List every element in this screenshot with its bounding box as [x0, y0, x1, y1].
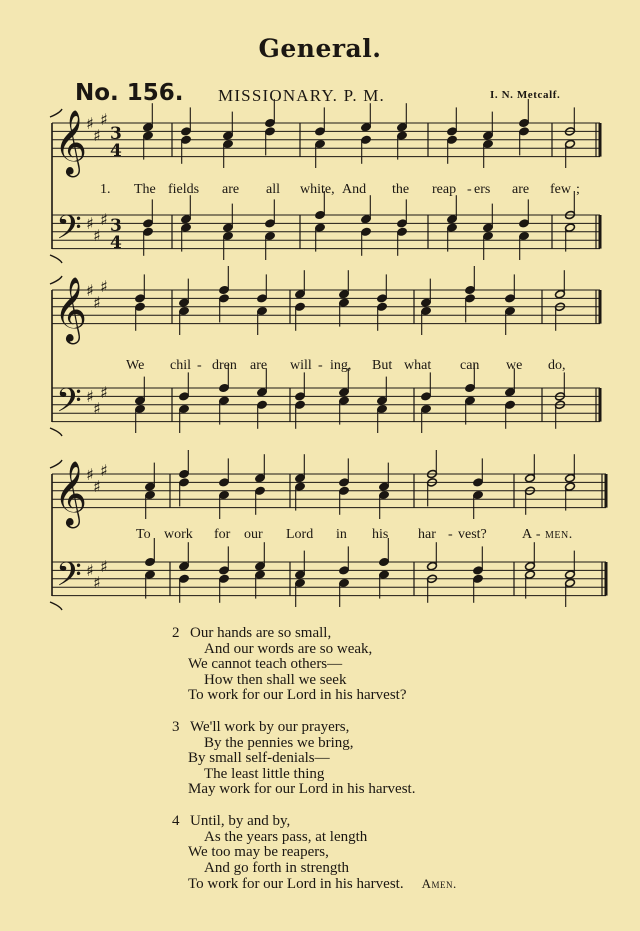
lyric-syllable: are	[512, 182, 530, 197]
verse-line: As the years pass, at length	[204, 828, 368, 845]
sharp-sign: ♯	[86, 214, 94, 233]
verse-line: Until, by and by,	[190, 812, 291, 829]
verse-line: To work for our Lord in his harvest?	[188, 687, 407, 704]
sharp-sign: ♯	[93, 399, 101, 418]
verse-line: We'll work by our prayers,	[190, 718, 350, 735]
lyric-syllable: are	[250, 358, 268, 373]
lyric-syllable: ers	[474, 182, 491, 197]
section-title: General.	[258, 34, 382, 63]
amen-final: Amen.	[421, 876, 457, 892]
bass-clef: 𝄢	[56, 209, 82, 255]
verse-line: May work for our Lord in his harvest.	[188, 781, 416, 798]
lyric-syllable: And	[342, 182, 367, 197]
verse-4	[172, 814, 457, 893]
lyric-syllable: dren	[212, 358, 237, 373]
lyric-syllable: To	[136, 527, 151, 542]
verse-3	[172, 720, 457, 798]
lyric-syllable: in	[336, 527, 347, 542]
lyric-syllable: Lord	[286, 527, 314, 542]
verse-number: 4	[172, 812, 180, 829]
verse-2	[172, 626, 457, 704]
verse-line: Our hands are so small,	[190, 625, 332, 641]
sharp-sign: ♯	[100, 383, 108, 402]
lyric-syllable: we	[506, 358, 523, 373]
sharp-sign: ♯	[93, 226, 101, 245]
lyric-syllable: what	[404, 358, 432, 373]
sharp-sign: ♯	[93, 126, 101, 145]
lyric-syllable: will	[290, 358, 312, 373]
time-signature-top: 3	[110, 124, 122, 144]
lyric-syllable: work	[164, 527, 193, 542]
lyric-syllable: for	[214, 527, 231, 542]
verse-line: We too may be reapers,	[188, 844, 329, 861]
verse-line: And our words are so weak,	[204, 640, 373, 657]
lyric-syllable: fields	[168, 182, 200, 197]
tune-name: MISSIONARY. P. M.	[218, 86, 386, 105]
verse-line: By small self-denials—	[188, 750, 330, 767]
verse-line: To work for our Lord in his harvest.	[188, 876, 404, 893]
lyric-syllable: do,	[548, 358, 566, 373]
lyric-syllable: can	[460, 358, 480, 373]
hymn-number: No. 156.	[75, 80, 184, 106]
sharp-sign: ♯	[100, 277, 108, 296]
lyric-syllable: his	[372, 527, 389, 542]
lyric-syllable: vest?	[458, 527, 487, 542]
lyric-syllable: the	[392, 182, 410, 197]
verse-line: The least little thing	[204, 765, 325, 782]
composer-credit: I. N. Metcalf.	[490, 89, 561, 101]
lyric-syllable: har	[418, 527, 436, 542]
lyric-hyphen: -	[318, 358, 323, 373]
sharp-sign: ♯	[100, 210, 108, 229]
verse-number: 2	[172, 625, 180, 641]
lyric-punct: ;	[576, 182, 580, 197]
lyric-hyphen: -	[467, 182, 472, 197]
lyric-syllable: chil	[170, 358, 191, 373]
time-signature-top: 3	[110, 216, 122, 236]
amen-lyric: A - men.	[522, 527, 573, 542]
lyric-syllable: white,	[300, 182, 335, 197]
verse-line: By the pennies we bring,	[204, 734, 354, 751]
treble-clef: 𝄞	[54, 110, 88, 175]
verse-line: We cannot teach others—	[188, 656, 343, 673]
time-signature-bottom: 4	[110, 233, 122, 253]
treble-clef: 𝄞	[54, 277, 88, 342]
sharp-sign: ♯	[86, 561, 94, 580]
lyric-syllable: all	[266, 182, 280, 197]
system-brace-bottom	[50, 255, 62, 263]
lyric-syllable: few	[550, 182, 571, 197]
lyric-syllable: ing,	[330, 358, 352, 373]
lyric-syllable: We	[126, 358, 145, 373]
sharp-sign: ♯	[100, 110, 108, 129]
sharp-sign: ♯	[93, 293, 101, 312]
lyric-syllable: The	[134, 182, 156, 197]
sharp-sign: ♯	[86, 465, 94, 484]
sharp-sign: ♯	[86, 114, 94, 133]
lyric-hyphen: -	[197, 358, 202, 373]
sharp-sign: ♯	[93, 573, 101, 592]
time-signature-bottom: 4	[110, 141, 122, 161]
lyric-syllable: our	[244, 527, 263, 542]
sharp-sign: ♯	[100, 461, 108, 480]
lyric-syllable: are	[222, 182, 240, 197]
treble-clef: 𝄞	[54, 461, 88, 526]
verse-line: And go forth in strength	[204, 859, 349, 876]
sharp-sign: ♯	[86, 281, 94, 300]
notes	[135, 99, 576, 607]
verse-number-1: 1.	[100, 182, 111, 197]
bass-clef: 𝄢	[56, 556, 82, 602]
system-brace-bottom	[50, 602, 62, 610]
sharp-sign: ♯	[100, 557, 108, 576]
additional-verses	[172, 626, 457, 909]
lyric-syllable: But	[372, 358, 393, 373]
sharp-sign: ♯	[86, 387, 94, 406]
verse-line: How then shall we seek	[204, 671, 347, 688]
lyric-hyphen: -	[448, 527, 453, 542]
verse-number: 3	[172, 718, 180, 735]
lyric-syllable: reap	[432, 182, 457, 197]
sharp-sign: ♯	[93, 477, 101, 496]
system-brace-bottom	[50, 428, 62, 436]
bass-clef: 𝄢	[56, 382, 82, 428]
